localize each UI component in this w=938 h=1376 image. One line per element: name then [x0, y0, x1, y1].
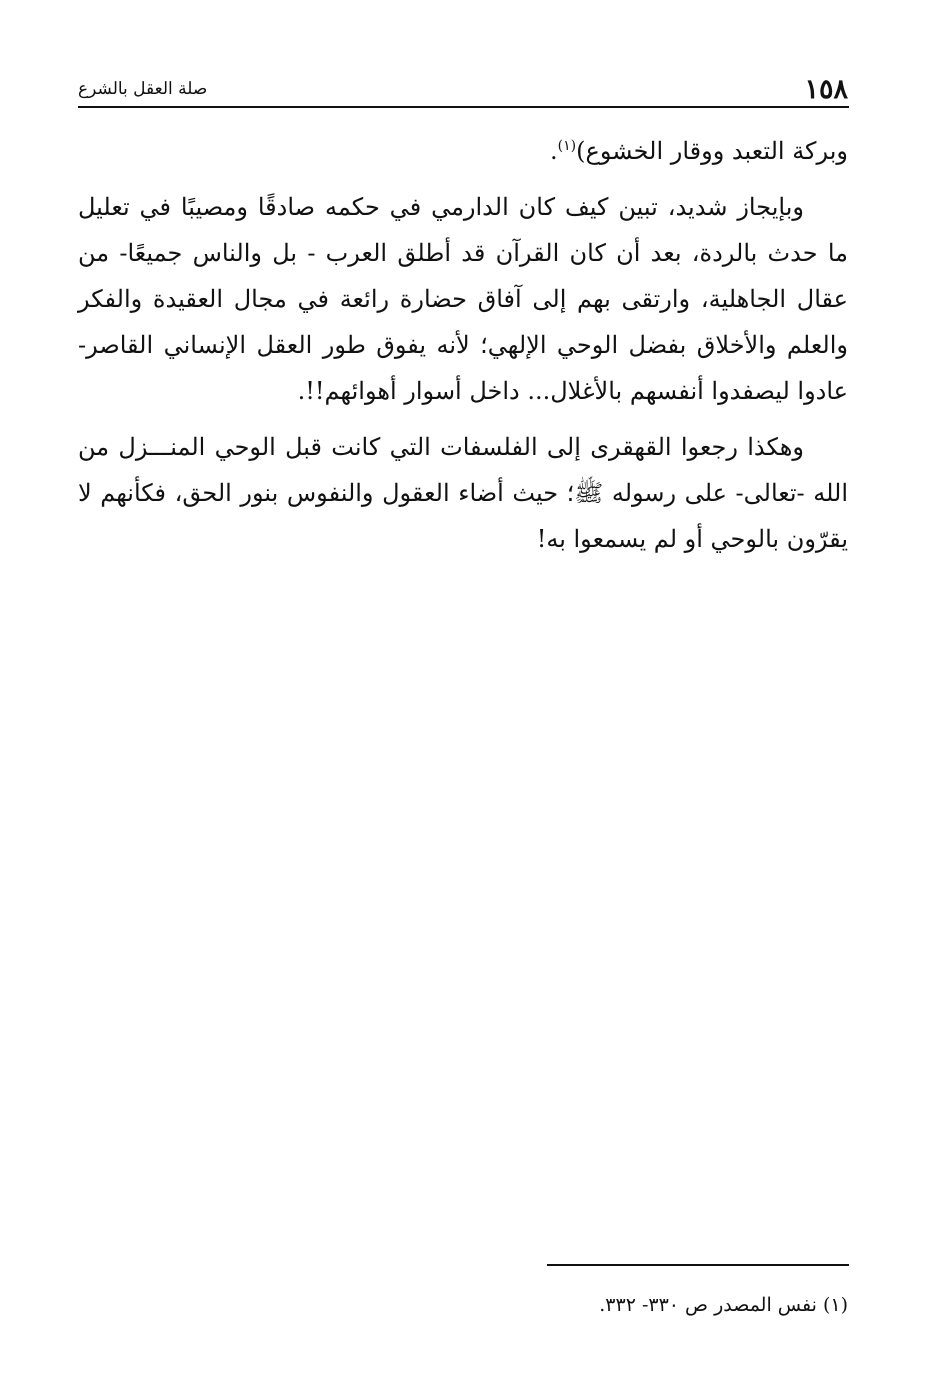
paragraph: وبإيجاز شديد، تبين كيف كان الدارمي في حكمه صادقًا ومصيبًا في تعليل ما حدث بالردة، بعد أن كان القرآن قد أطلق العرب - بل والناس جميعًا- من عقال الجاهلية، وارتقى بهم إلى آفاق حضارة رائعة في مجال العقيدة والفكر والعلم والأخلاق بفضل الوحي الإلهي؛ لأنه يفوق طور العقل الإنساني القاصر- عادوا ليصفدوا أنفسهم بالأغلال... داخل أسوار أهوائهم!!. — [78, 193, 849, 405]
page-number: ١٥٨ — [804, 74, 848, 105]
paragraph-text: وبركة التعبد ووقار الخشوع) — [576, 137, 848, 165]
footnote-divider — [547, 1264, 849, 1266]
paragraph-end: . — [550, 137, 558, 165]
running-header — [78, 70, 848, 104]
header-divider — [78, 106, 849, 108]
footnote: (١) نفس المصدر ص ٣٣٠- ٣٣٢. — [599, 1294, 848, 1316]
paragraph: وهكذا رجعوا القهقرى إلى الفلسفات التي كانت قبل الوحي المنـــزل من الله -تعالى- على رسوله ﷺ؛ حيث أضاء العقول والنفوس بنور الحق، فكأنهم لا يقرّون بالوحي أو لم يسمعوا به! — [78, 433, 848, 553]
running-title: صلة العقل بالشرع — [78, 79, 208, 99]
paragraph-continuation — [78, 128, 848, 174]
footnote-reference: (١) — [557, 138, 577, 154]
main-text — [78, 128, 848, 572]
